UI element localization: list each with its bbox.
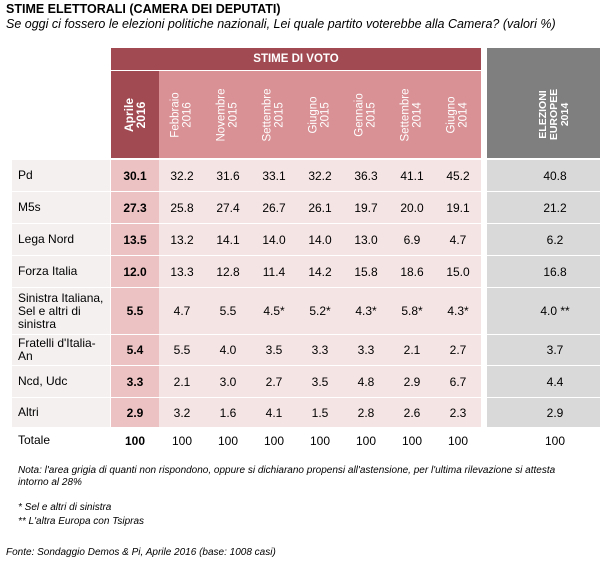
column-header [205, 71, 251, 158]
column-header-label: Aprile 2016 [121, 97, 148, 132]
table-cell: 27.3 [111, 192, 159, 223]
table-cell: 6.9 [389, 224, 435, 255]
column-header-label: Febbraio 2016 [169, 91, 194, 138]
row-label: Pd [12, 160, 110, 191]
table-cell: 100 [487, 428, 600, 453]
table-cell: 100 [205, 428, 251, 453]
table-cell: 3.3 [297, 335, 343, 365]
table-cell: 1.6 [205, 398, 251, 427]
table-cell: 25.8 [159, 192, 205, 223]
table-cell: 5.5 [205, 288, 251, 334]
table-cell: 19.7 [343, 192, 389, 223]
table-cell: 6.7 [435, 366, 481, 397]
table-cell: 4.7 [435, 224, 481, 255]
table-cell: 2.7 [435, 335, 481, 365]
column-header-label: Giugno 2014 [446, 95, 470, 134]
table-cell: 2.9 [389, 366, 435, 397]
table-cell: 3.3 [343, 335, 389, 365]
question-subtitle: Se oggi ci fossero le elezioni politiche nazionali, Lei quale partito voterebbe alla Camera? (valori %) [6, 17, 556, 31]
table-cell: 13.2 [159, 224, 205, 255]
table-cell: 13.3 [159, 256, 205, 287]
row-label: Sinistra Italiana, Sel e altri di sinistra [12, 288, 110, 334]
table-cell: 12.0 [111, 256, 159, 287]
table-cell: 30.1 [111, 160, 159, 191]
table-cell: 100 [251, 428, 297, 453]
column-header-label: Gennaio 2015 [353, 92, 378, 137]
table-cell: 6.2 [487, 224, 600, 255]
table-cell: 3.5 [251, 335, 297, 365]
table-cell: 2.8 [343, 398, 389, 427]
vote-estimates-table [12, 48, 590, 453]
table-cell: 3.2 [159, 398, 205, 427]
column-header-label: ELEZIONI EUROPEE 2014 [537, 88, 572, 140]
row-label: Totale [12, 428, 110, 453]
table-cell: 4.7 [159, 288, 205, 334]
column-header-label: Settembre 2015 [262, 87, 286, 142]
table-cell: 4.4 [487, 366, 600, 397]
table-cell: 14.2 [297, 256, 343, 287]
column-header [111, 71, 159, 158]
table-cell: 4.3* [343, 288, 389, 334]
table-cell: 40.8 [487, 160, 600, 191]
table-cell: 15.0 [435, 256, 481, 287]
table-cell: 4.8 [343, 366, 389, 397]
column-header [487, 70, 600, 158]
table-cell: 12.8 [205, 256, 251, 287]
table-cell: 4.5* [251, 288, 297, 334]
table-cell: 4.1 [251, 398, 297, 427]
column-header [389, 71, 435, 158]
table-cell: 11.4 [251, 256, 297, 287]
column-header [435, 71, 481, 158]
table-cell: 3.5 [297, 366, 343, 397]
table-cell: 18.6 [389, 256, 435, 287]
table-cell: 26.1 [297, 192, 343, 223]
table-title: STIME ELETTORALI (CAMERA DEI DEPUTATI) [6, 2, 281, 16]
table-cell: 19.1 [435, 192, 481, 223]
table-cell: 21.2 [487, 192, 600, 223]
table-cell: 5.5 [159, 335, 205, 365]
table-cell: 20.0 [389, 192, 435, 223]
table-cell: 41.1 [389, 160, 435, 191]
column-header-label: Settembre 2014 [400, 87, 424, 142]
table-cell: 3.7 [487, 335, 600, 365]
table-cell: 2.9 [111, 398, 159, 427]
column-header [251, 71, 297, 158]
table-cell: 31.6 [205, 160, 251, 191]
table-cell: 5.4 [111, 335, 159, 365]
table-cell: 3.3 [111, 366, 159, 397]
header-band: STIME DI VOTO [111, 48, 481, 70]
table-cell: 100 [343, 428, 389, 453]
column-header-label: Giugno 2015 [308, 95, 332, 134]
table-cell: 2.9 [487, 398, 600, 427]
table-cell: 2.7 [251, 366, 297, 397]
table-cell: 100 [297, 428, 343, 453]
row-label: Fratelli d'Italia-An [12, 335, 110, 365]
table-cell: 2.1 [159, 366, 205, 397]
column-header [343, 71, 389, 158]
eu-header-top [487, 48, 600, 71]
table-cell: 26.7 [251, 192, 297, 223]
note-text: Nota: l'area grigia di quanti non rispondono, oppure si dichiarano propensi all'astensione, per l'ultima rilevazione si attesta intorno al 28% [18, 465, 556, 488]
table-cell: 100 [159, 428, 205, 453]
table-cell: 4.3* [435, 288, 481, 334]
table-cell: 15.8 [343, 256, 389, 287]
table-cell: 33.1 [251, 160, 297, 191]
table-cell: 45.2 [435, 160, 481, 191]
table-cell: 2.3 [435, 398, 481, 427]
column-header-label: Novembre 2015 [216, 87, 240, 142]
table-cell: 36.3 [343, 160, 389, 191]
table-cell: 3.0 [205, 366, 251, 397]
table-cell: 2.6 [389, 398, 435, 427]
footnote-sel: * Sel e altri di sinistra [18, 502, 112, 513]
table-cell: 2.1 [389, 335, 435, 365]
column-header [297, 71, 343, 158]
table-cell: 5.2* [297, 288, 343, 334]
table-cell: 14.1 [205, 224, 251, 255]
table-cell: 5.5 [111, 288, 159, 334]
table-cell: 27.4 [205, 192, 251, 223]
row-label: M5s [12, 192, 110, 223]
table-cell: 100 [111, 428, 159, 453]
table-cell: 32.2 [159, 160, 205, 191]
row-label: Forza Italia [12, 256, 110, 287]
row-label: Lega Nord [12, 224, 110, 255]
table-cell: 32.2 [297, 160, 343, 191]
table-cell: 100 [389, 428, 435, 453]
table-cell: 1.5 [297, 398, 343, 427]
footnote-tsipras: ** L'altra Europa con Tsipras [18, 516, 145, 527]
table-cell: 14.0 [251, 224, 297, 255]
table-cell: 4.0 [205, 335, 251, 365]
source-text: Fonte: Sondaggio Demos & Pi, Aprile 2016 (base: 1008 casi) [6, 547, 276, 558]
table-cell: 16.8 [487, 256, 600, 287]
table-cell: 100 [435, 428, 481, 453]
row-label: Ncd, Udc [12, 366, 110, 397]
table-cell: 4.0 ** [487, 288, 600, 334]
table-cell: 13.0 [343, 224, 389, 255]
table-cell: 14.0 [297, 224, 343, 255]
table-cell: 5.8* [389, 288, 435, 334]
row-label: Altri [12, 398, 110, 427]
table-cell: 13.5 [111, 224, 159, 255]
column-header [159, 71, 205, 158]
